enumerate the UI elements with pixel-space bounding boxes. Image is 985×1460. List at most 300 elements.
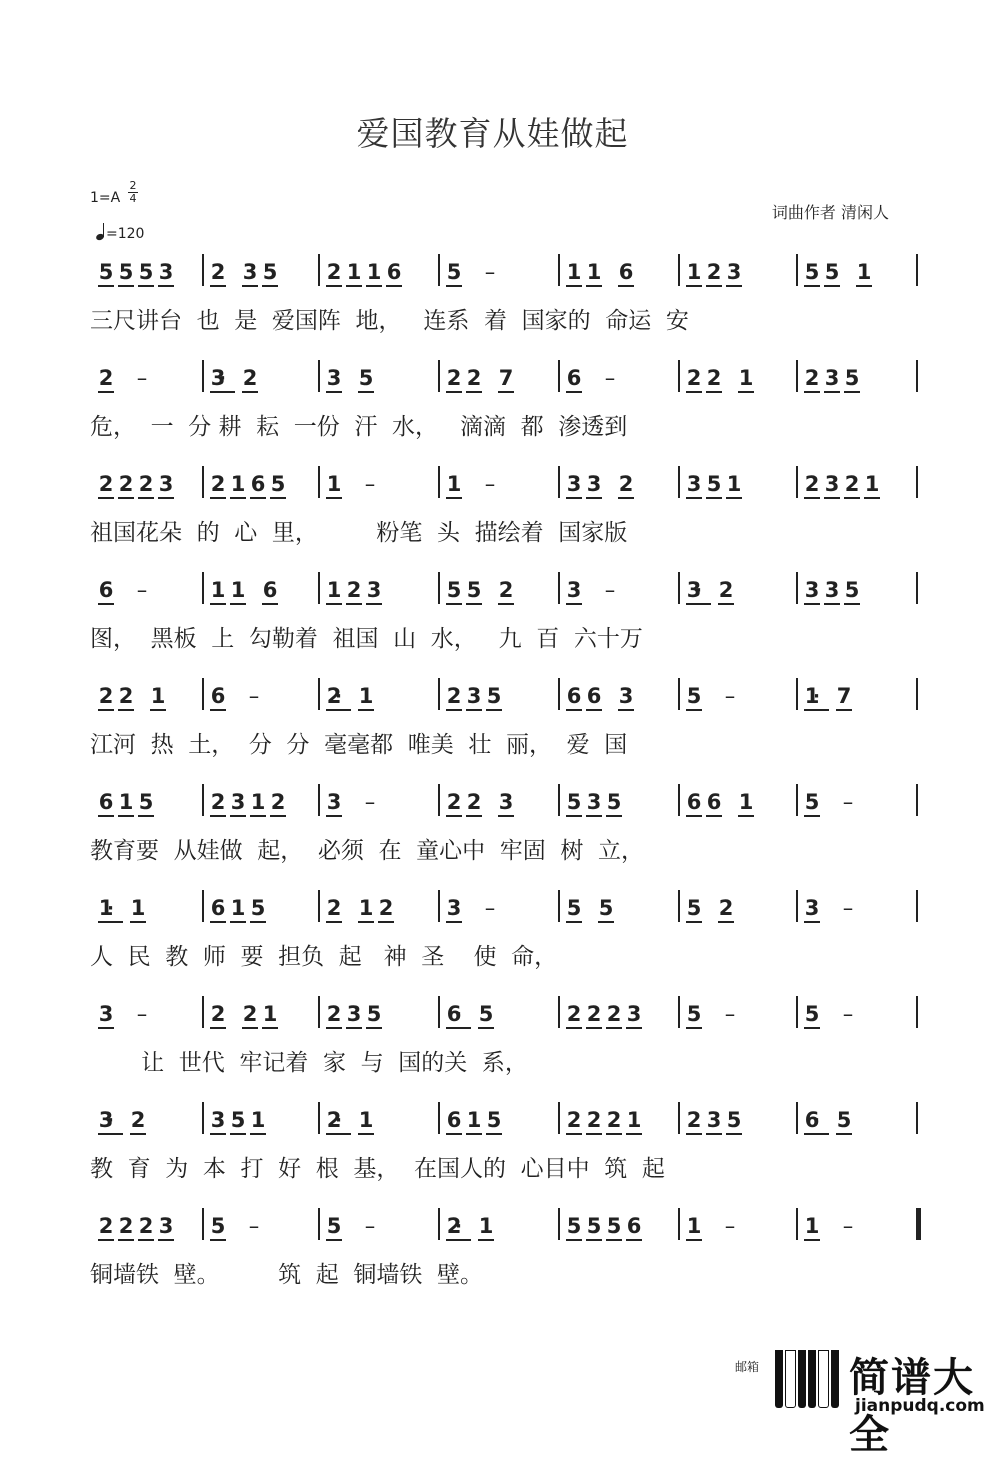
note: 1 (228, 578, 248, 602)
measure (324, 782, 384, 822)
measure (96, 1206, 176, 1246)
note: 2 (96, 472, 116, 496)
lyric-row: 让 世代 牢记着 家 与 国的关 系， (90, 1050, 528, 1076)
note: 1 (148, 684, 168, 708)
note: 5 (268, 472, 288, 496)
barline (202, 360, 204, 392)
notation-row (90, 676, 920, 716)
barline (438, 1208, 440, 1240)
barline (318, 360, 320, 392)
note: 2 (324, 1002, 344, 1026)
measure (208, 888, 268, 928)
barline (796, 360, 798, 392)
note: 2 (96, 684, 116, 708)
dash-note: – (248, 684, 260, 708)
barline (438, 360, 440, 392)
dash-note: – (604, 366, 616, 390)
barline (438, 254, 440, 286)
barline (318, 996, 320, 1028)
notation-row (90, 570, 920, 610)
score-system (90, 1100, 920, 1186)
note: 2 (116, 1214, 136, 1238)
dash-note: – (364, 472, 376, 496)
note: 1 (624, 1108, 644, 1132)
note: 1 (228, 896, 248, 920)
score-system (90, 994, 920, 1080)
dash-note: – (484, 472, 496, 496)
tempo-value: =120 (106, 226, 145, 242)
measure (564, 888, 616, 928)
dash-note: – (604, 578, 616, 602)
measure (684, 252, 744, 292)
score-system (90, 1206, 920, 1292)
barline (678, 360, 680, 392)
score-system (90, 252, 920, 338)
measure (444, 1100, 504, 1140)
measure (96, 252, 176, 292)
note: 1 (260, 1002, 280, 1026)
note: 6 (208, 896, 228, 920)
measure (564, 782, 624, 822)
barline (202, 678, 204, 710)
note: 2 (584, 1002, 604, 1026)
measure (324, 570, 384, 610)
barline (558, 890, 560, 922)
note: 7 (496, 366, 516, 390)
quarter-note-icon (96, 228, 106, 240)
note: 3 (724, 260, 744, 284)
note: 2 (704, 366, 724, 390)
barline (558, 466, 560, 498)
measure (802, 464, 882, 504)
barline (916, 1208, 921, 1240)
barline (916, 466, 918, 498)
note: 2 (116, 472, 136, 496)
barline (202, 1102, 204, 1134)
dash-note: – (364, 790, 376, 814)
dash-note: – (364, 1214, 376, 1238)
measure (802, 252, 874, 292)
barline (438, 890, 440, 922)
barline (202, 996, 204, 1028)
note: 5 (802, 260, 822, 284)
note: 5 (684, 684, 704, 708)
note: 3 (156, 1214, 176, 1238)
note: 5 (116, 260, 136, 284)
note: 5 (444, 260, 464, 284)
measure (96, 782, 156, 822)
note: 3 · (96, 1108, 116, 1132)
note: 3 · (208, 366, 228, 390)
note: 2 (240, 366, 260, 390)
note: 7 (834, 684, 854, 708)
composer-credit: 词曲作者 清闲人 (771, 203, 889, 222)
note: 1 (464, 1108, 484, 1132)
measure (96, 358, 156, 398)
measure (208, 570, 280, 610)
barline (558, 784, 560, 816)
note: 1 · (802, 684, 822, 708)
note: 1 (564, 260, 584, 284)
measure (564, 1206, 644, 1246)
measure (208, 1206, 268, 1246)
dash-note: – (484, 260, 496, 284)
brand-url: jianpudq.com (855, 1396, 985, 1416)
barline (438, 572, 440, 604)
measure (802, 1100, 854, 1140)
measure (324, 358, 376, 398)
note: 2 (584, 1108, 604, 1132)
tempo-marking (96, 226, 144, 242)
measure (208, 994, 280, 1034)
note: 5 (596, 896, 616, 920)
measure (684, 782, 756, 822)
barline (796, 466, 798, 498)
measure (208, 1100, 268, 1140)
note: 1 · (96, 896, 116, 920)
lyric-row: 危， 一 分 耕 耘 一份 汗 水， 滴滴 都 渗透到 (90, 414, 628, 440)
barline (678, 996, 680, 1028)
barline (796, 1102, 798, 1134)
notation-row (90, 358, 920, 398)
note: 5 (444, 578, 464, 602)
barline (916, 890, 918, 922)
measure (324, 994, 384, 1034)
note: 5 (248, 896, 268, 920)
note: 2 (96, 1214, 116, 1238)
barline (678, 466, 680, 498)
measure (208, 358, 260, 398)
note: 5 (822, 260, 842, 284)
note: 5 (228, 1108, 248, 1132)
dash-note: – (724, 1002, 736, 1026)
note: 5 (684, 896, 704, 920)
note: 1 (324, 578, 344, 602)
note: 3 (822, 366, 842, 390)
note: 3 (802, 896, 822, 920)
key-signature: 1=A (90, 190, 121, 206)
note: 5 (724, 1108, 744, 1132)
barline (438, 784, 440, 816)
note: 6 (584, 684, 604, 708)
barline (678, 572, 680, 604)
score-system (90, 570, 920, 656)
note: 1 (356, 1108, 376, 1132)
note: 6 · (802, 1108, 822, 1132)
note: 6 (96, 578, 116, 602)
note: 1 (248, 1108, 268, 1132)
note: 2 (496, 578, 516, 602)
measure (324, 888, 396, 928)
note: 3 (584, 790, 604, 814)
note: 5 (260, 260, 280, 284)
note: 1 (344, 260, 364, 284)
barline (796, 890, 798, 922)
barline (438, 1102, 440, 1134)
barline (202, 572, 204, 604)
dash-note: – (724, 684, 736, 708)
score-system (90, 676, 920, 762)
note: 5 (802, 1002, 822, 1026)
barline (796, 996, 798, 1028)
measure (802, 358, 862, 398)
notation-row (90, 252, 920, 292)
note: 6 (444, 1108, 464, 1132)
mail-label: 邮箱 (735, 1360, 760, 1374)
measure (564, 676, 636, 716)
note: 5 (564, 790, 584, 814)
barline (796, 678, 798, 710)
note: 3 (802, 578, 822, 602)
measure (444, 358, 516, 398)
note: 5 (842, 578, 862, 602)
note: 3 (584, 472, 604, 496)
note: 3 (156, 260, 176, 284)
barline (796, 572, 798, 604)
note: 5 (704, 472, 724, 496)
note: 2 (564, 1002, 584, 1026)
measure (684, 994, 744, 1034)
measure (802, 676, 854, 716)
measure (96, 464, 176, 504)
measure (324, 1206, 384, 1246)
note: 3 (324, 790, 344, 814)
note: 5 (842, 366, 862, 390)
barline (318, 572, 320, 604)
note: 5 (684, 1002, 704, 1026)
barline (558, 678, 560, 710)
barline (318, 1208, 320, 1240)
barline (916, 996, 918, 1028)
note: 5 (324, 1214, 344, 1238)
measure (684, 676, 744, 716)
note: 2 (616, 472, 636, 496)
note: 5 (136, 260, 156, 284)
score-system (90, 358, 920, 444)
barline (678, 678, 680, 710)
note: 1 (684, 260, 704, 284)
note: 5 (834, 1108, 854, 1132)
barline (678, 1102, 680, 1134)
note: 2 (464, 790, 484, 814)
note: 2 (604, 1002, 624, 1026)
note: 3 (156, 472, 176, 496)
note: 3 (240, 260, 260, 284)
note: 2 (564, 1108, 584, 1132)
note: 2 (324, 260, 344, 284)
barline (558, 572, 560, 604)
measure (684, 464, 744, 504)
measure (564, 252, 636, 292)
lyric-row: 祖国花朵 的 心 里， 粉笔 头 描绘着 国家版 (90, 520, 628, 546)
note: 2 (208, 1002, 228, 1026)
note: 5 (584, 1214, 604, 1238)
note: 5 (604, 1214, 624, 1238)
note: 2 (444, 790, 464, 814)
notation-row (90, 1206, 920, 1246)
barline (558, 360, 560, 392)
measure (324, 252, 404, 292)
measure (324, 464, 384, 504)
barline (202, 1208, 204, 1240)
barline (678, 254, 680, 286)
note: 3 (822, 578, 842, 602)
measure (444, 252, 504, 292)
note: 6 (704, 790, 724, 814)
dash-note: – (136, 366, 148, 390)
note: 3 (822, 472, 842, 496)
lyric-row: 教育要 从娃做 起， 必须 在 童心中 牢固 树 立， (90, 838, 644, 864)
barline (318, 678, 320, 710)
dash-note: – (724, 1214, 736, 1238)
note: 1 (356, 684, 376, 708)
note: 1 (444, 472, 464, 496)
note: 1 (364, 260, 384, 284)
note: 5 (484, 684, 504, 708)
note: 5 (564, 896, 584, 920)
barline (916, 678, 918, 710)
measure (802, 888, 862, 928)
note: 1 (736, 366, 756, 390)
measure (96, 994, 156, 1034)
note: 6 (624, 1214, 644, 1238)
barline (796, 784, 798, 816)
note: 2 (802, 472, 822, 496)
barline (438, 996, 440, 1028)
score-title: 爱国教育从娃做起 (356, 114, 629, 153)
note: 3 (616, 684, 636, 708)
note: 2 · (444, 1214, 464, 1238)
barline (318, 890, 320, 922)
note: 2 (684, 1108, 704, 1132)
note: 3 (624, 1002, 644, 1026)
measure (208, 252, 280, 292)
time-sig-bottom: 4 (129, 192, 137, 205)
note: 1 (736, 790, 756, 814)
measure (684, 888, 736, 928)
dash-note: – (842, 1214, 854, 1238)
note: 2 (604, 1108, 624, 1132)
note: 2 (716, 578, 736, 602)
measure (444, 994, 496, 1034)
note: 5 (364, 1002, 384, 1026)
barline (438, 466, 440, 498)
note: 2 (704, 260, 724, 284)
barline (678, 784, 680, 816)
note: 6 (208, 684, 228, 708)
lyric-row: 江河 热 土， 分 分 毫毫都 唯美 壮 丽， 爱 国 (90, 732, 628, 758)
note: 1 (724, 472, 744, 496)
note: 1 (854, 260, 874, 284)
notation-row (90, 464, 920, 504)
note: 3 (324, 366, 344, 390)
measure (802, 782, 862, 822)
note: 5 (464, 578, 484, 602)
note: 3 (704, 1108, 724, 1132)
note: 5 (356, 366, 376, 390)
score-system (90, 888, 920, 974)
measure (564, 464, 636, 504)
barline (558, 254, 560, 286)
dash-note: – (136, 578, 148, 602)
time-signature (128, 181, 138, 204)
barline (916, 1102, 918, 1134)
measure (684, 1100, 744, 1140)
barline (202, 466, 204, 498)
measure (444, 676, 504, 716)
note: 2 (128, 1108, 148, 1132)
measure (684, 358, 756, 398)
note: 6 (684, 790, 704, 814)
note: 2 (684, 366, 704, 390)
barline (916, 254, 918, 286)
lyric-row: 图， 黑板 上 勾勒着 祖国 山 水， 九 百 六十万 (90, 626, 643, 652)
note: 1 (228, 472, 248, 496)
note: 3 (208, 1108, 228, 1132)
dash-note: – (136, 1002, 148, 1026)
note: 6 (564, 684, 584, 708)
measure (802, 994, 862, 1034)
dash-note: – (248, 1214, 260, 1238)
note: 3 (564, 472, 584, 496)
barline (558, 996, 560, 1028)
lyric-row: 铜墙铁 壁。 筑 起 铜墙铁 壁。 (90, 1262, 483, 1288)
note: 5 (96, 260, 116, 284)
score-system (90, 464, 920, 550)
barline (318, 1102, 320, 1134)
measure (444, 570, 516, 610)
note: 2 (344, 578, 364, 602)
dash-note: – (842, 1002, 854, 1026)
dash-note: – (484, 896, 496, 920)
note: 5 (564, 1214, 584, 1238)
note: 2 (136, 472, 156, 496)
brand-name: 简谱大全 (849, 1355, 975, 1458)
note: 2 (444, 366, 464, 390)
note: 1 (476, 1214, 496, 1238)
note: 3 (684, 472, 704, 496)
note: 2 (268, 790, 288, 814)
barline (318, 254, 320, 286)
score-system (90, 782, 920, 868)
barline (916, 360, 918, 392)
lyric-row: 教 育 为 本 打 好 根 基， 在国人的 心目中 筑 起 (90, 1156, 665, 1182)
site-watermark (725, 1342, 985, 1458)
measure (684, 1206, 744, 1246)
note: 1 (802, 1214, 822, 1238)
barline (318, 784, 320, 816)
note: 3 (464, 684, 484, 708)
note: 3 (444, 896, 464, 920)
note: 2 (208, 260, 228, 284)
barline (438, 678, 440, 710)
measure (444, 782, 516, 822)
note: 2 (376, 896, 396, 920)
barline (916, 572, 918, 604)
note: 3 (564, 578, 584, 602)
measure (324, 676, 376, 716)
note: 2 (240, 1002, 260, 1026)
notation-row (90, 994, 920, 1034)
measure (324, 1100, 376, 1140)
note: 6 (96, 790, 116, 814)
barline (202, 784, 204, 816)
barline (558, 1208, 560, 1240)
note: 5 (208, 1214, 228, 1238)
measure (444, 1206, 496, 1246)
note: 2 (208, 472, 228, 496)
note: 3 · (684, 578, 704, 602)
